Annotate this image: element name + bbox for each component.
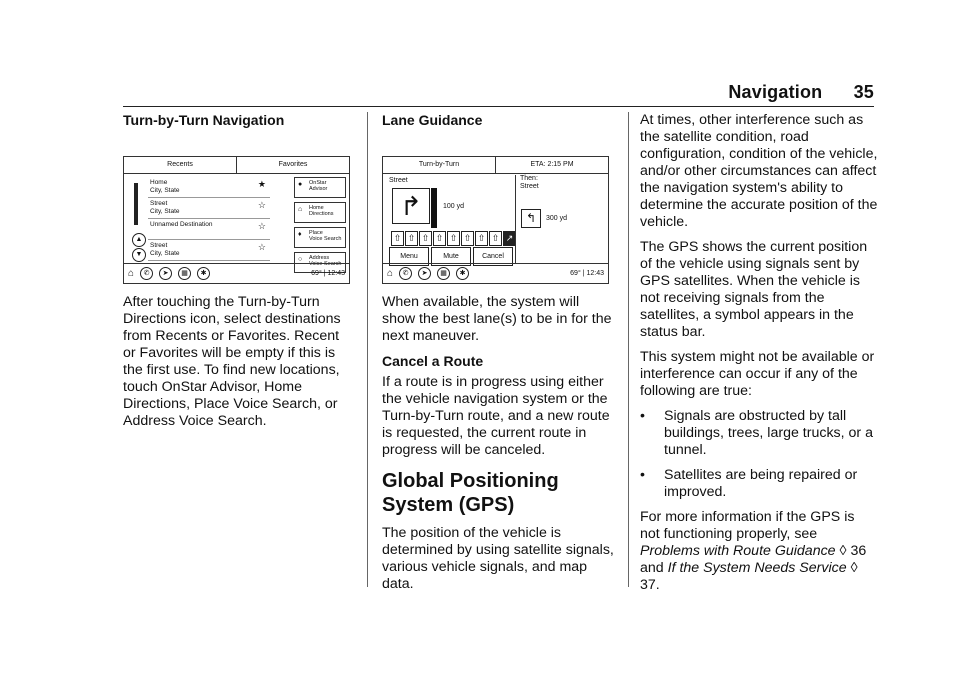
lane-arrow-icon: ⇧ <box>489 231 502 246</box>
lane-arrow-icon: ⇧ <box>475 231 488 246</box>
home-icon: ⌂ <box>128 267 135 279</box>
xref-arrow-icon: ◊ <box>850 560 858 576</box>
status-bar <box>383 263 608 283</box>
tab-favorites: Favorites <box>236 157 349 173</box>
section-title: Navigation <box>728 82 823 102</box>
list-item: Street City, State ☆ <box>148 240 270 261</box>
scroll-down-icon: ▼ <box>132 248 146 262</box>
menu-button: Menu <box>389 247 429 266</box>
pin-icon: ♦ <box>298 231 302 238</box>
home-directions-button: ⌂ Home Directions <box>294 202 346 223</box>
tab-turn-by-turn: Turn-by-Turn <box>418 161 460 168</box>
distance-2: 300 yd <box>546 215 568 222</box>
onstar-icon: ✱ <box>456 267 469 280</box>
then-street-label: Street <box>520 183 539 190</box>
turn-left-arrow-icon: ↰ <box>521 209 541 228</box>
list-item: Street City, State ☆ <box>148 198 270 219</box>
home-icon: ⌂ <box>298 206 303 213</box>
lane-arrow-icon: ⇧ <box>447 231 460 246</box>
column-divider <box>628 112 629 587</box>
xref-route-guidance[interactable]: Problems with Route Guidance <box>640 543 836 559</box>
heading-turn-by-turn: Turn-by-Turn Navigation <box>123 112 285 128</box>
page-number: 35 <box>853 82 874 102</box>
onstar-icon: ● <box>298 181 303 188</box>
figure-turn-by-turn-screen <box>123 156 350 284</box>
paragraph-crossref: For more information if the GPS is not functioning properly, see Problems with Route Guidance ◊ 36 and If the System Needs Service ◊ 37. <box>640 509 867 593</box>
lane-arrow-icon: ⇧ <box>433 231 446 246</box>
page-header <box>728 82 874 103</box>
address-icon: ○ <box>298 256 303 263</box>
recents-list <box>148 177 270 261</box>
bullet-item: • Signals are obstructed by tall buildings, trees, large trucks, or a tunnel. <box>640 408 873 458</box>
lane-indicators <box>391 231 517 246</box>
phone-icon: ✆ <box>399 267 412 280</box>
figure-lane-guidance-screen <box>382 156 609 284</box>
onstar-advisor-button: ● OnStar Advisor <box>294 177 346 198</box>
status-temp-time: 69° | 12:43 <box>311 269 345 277</box>
paragraph: When available, the system will show the best lane(s) to be in for the next maneuver. <box>382 294 612 344</box>
street-label: Street <box>389 177 408 184</box>
distance-bar <box>431 188 437 228</box>
paragraph: This system might not be available or interference can occur if any of the following are true: <box>640 349 875 399</box>
paragraph: The GPS shows the current position of the vehicle using signals sent by GPS satellites. When the vehicle is not receiving signals from the satellites, a symbol appears in the status bar. <box>640 239 868 340</box>
eta-label: ETA: 2:15 PM <box>495 157 608 173</box>
turn-right-arrow-icon: ↱ <box>392 188 430 224</box>
lane-arrow-icon: ⇧ <box>405 231 418 246</box>
tab-recents: Recents <box>167 161 193 168</box>
nav-icon: ➤ <box>418 267 431 280</box>
paragraph: If a route is in progress using either the vehicle navigation system or the Turn-by-Turn route, and a new route is requested, the current route in progress will be canceled. <box>382 374 610 458</box>
star-icon: ☆ <box>257 242 266 252</box>
paragraph: The position of the vehicle is determined by using satellite signals, various vehicle signals, and map data. <box>382 525 614 592</box>
list-item: Unnamed Destination ☆ <box>148 219 270 240</box>
star-icon: ★ <box>257 179 266 189</box>
bullet-item: • Satellites are being repaired or improved. <box>640 467 858 500</box>
next-maneuver-panel <box>515 175 610 263</box>
star-icon: ☆ <box>257 200 266 210</box>
star-icon: ☆ <box>257 221 266 231</box>
heading-cancel-route: Cancel a Route <box>382 353 484 369</box>
scroll-up-icon: ▲ <box>132 233 146 247</box>
list-item: Home City, State ★ <box>148 177 270 198</box>
heading-lane-guidance: Lane Guidance <box>382 112 483 128</box>
heading-gps: Global Positioning System (GPS) <box>382 470 559 516</box>
home-icon: ⌂ <box>387 267 394 279</box>
mute-button: Mute <box>431 247 471 266</box>
paragraph: After touching the Turn-by-Turn Directions icon, select destinations from Recents or Favorites. Recent or Favorites will be empty if this is the first use. To find new locations, touch OnStar Advisor, Home Directions, Place Voice Search, or Address Voice Search. <box>123 294 341 429</box>
scrollbar <box>134 183 138 225</box>
column-2 <box>382 112 614 601</box>
nav-icon: ➤ <box>159 267 172 280</box>
lane-arrow-icon: ⇧ <box>461 231 474 246</box>
address-voice-search-button: ○ Address Voice Search <box>294 252 346 273</box>
paragraph: At times, other interference such as the satellite condition, road configuration, condition of the vehicle, and/or other circumstances can affect the navigation system's ability to determine the accurate position of the vehicle. <box>640 112 878 230</box>
xref-system-service[interactable]: If the System Needs Service <box>667 560 847 576</box>
quick-buttons <box>294 177 346 277</box>
xref-arrow-icon: ◊ <box>839 543 847 559</box>
distance-1: 100 yd <box>443 203 465 210</box>
bullet-marker: • <box>640 408 645 424</box>
lane-arrow-icon: ⇧ <box>391 231 404 246</box>
then-label: Then: <box>520 175 538 182</box>
bullet-marker: • <box>640 467 645 483</box>
onstar-icon: ✱ <box>197 267 210 280</box>
lane-turn-icon: ↗ <box>503 231 516 246</box>
apps-icon: ▦ <box>178 267 191 280</box>
cancel-button: Cancel <box>473 247 513 266</box>
place-voice-search-button: ♦ Place Voice Search <box>294 227 346 248</box>
status-temp-time: 69° | 12:43 <box>570 269 604 277</box>
header-rule <box>123 106 874 107</box>
phone-icon: ✆ <box>140 267 153 280</box>
column-3 <box>640 112 878 602</box>
column-1 <box>123 112 351 438</box>
apps-icon: ▦ <box>437 267 450 280</box>
lane-arrow-icon: ⇧ <box>419 231 432 246</box>
column-divider <box>367 112 368 587</box>
status-bar <box>124 263 349 283</box>
